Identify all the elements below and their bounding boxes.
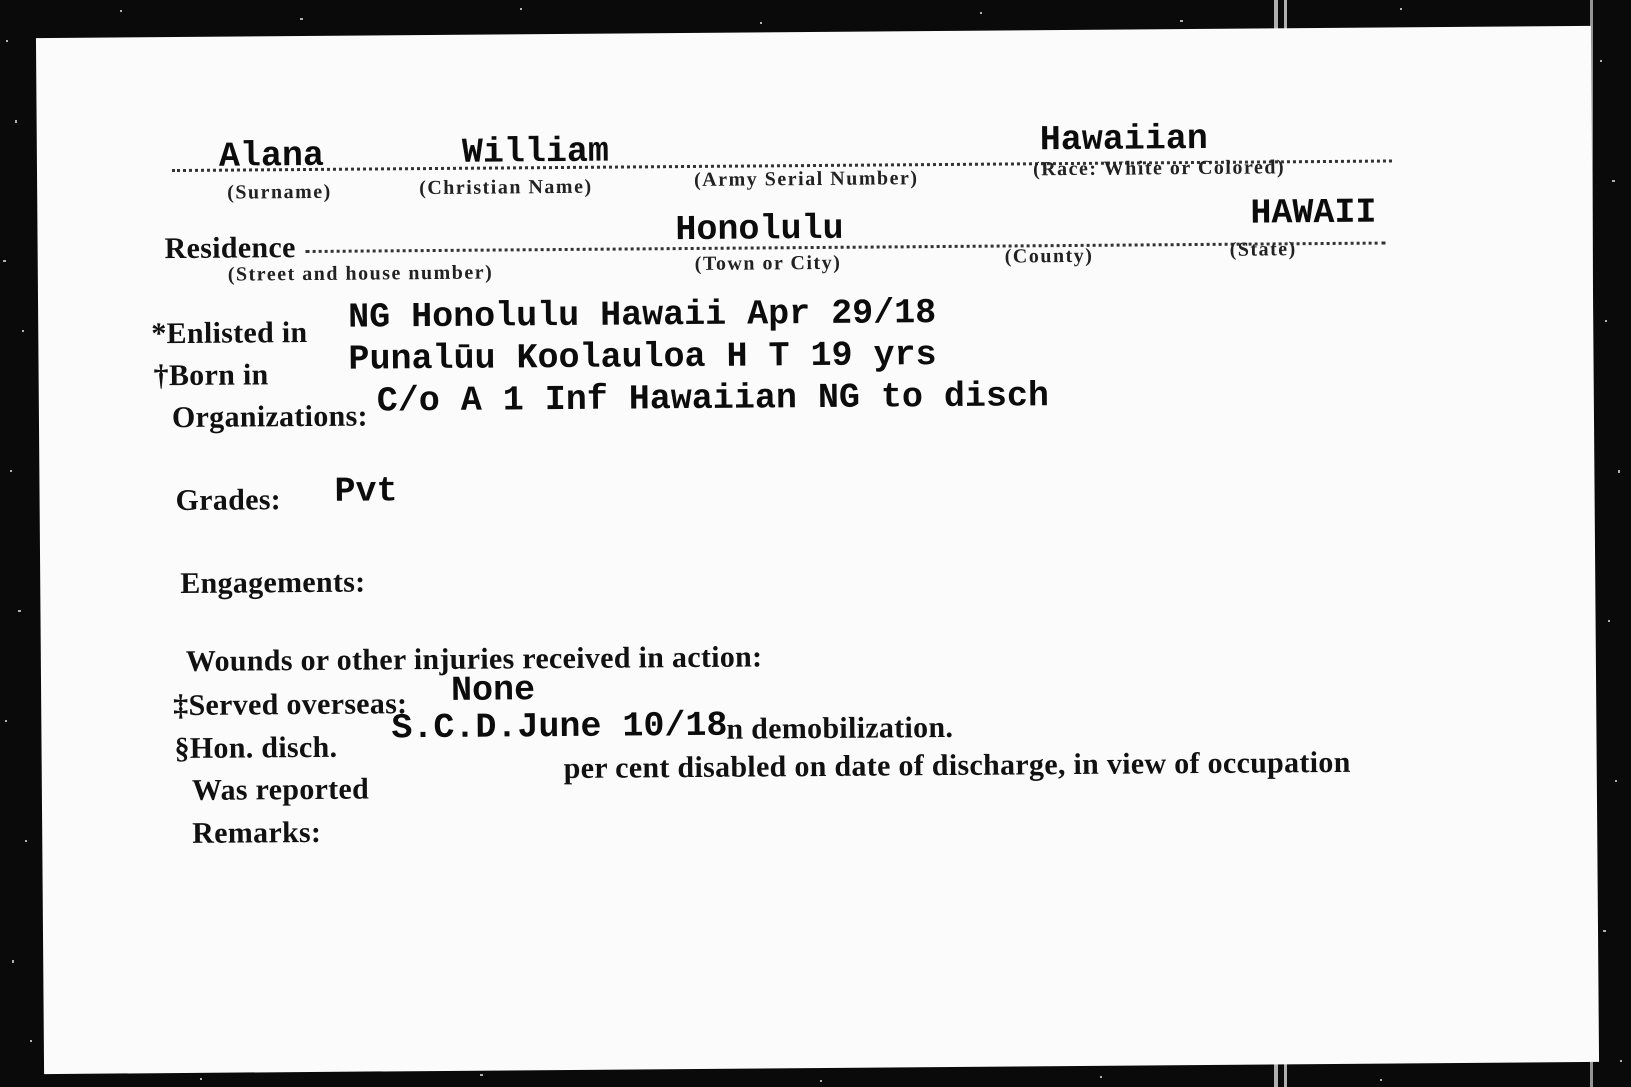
enlisted-label: *Enlisted in xyxy=(151,315,308,351)
town-caption: (Town or City) xyxy=(694,251,842,275)
christian-name-value: William xyxy=(461,131,610,173)
hon-disch-value: S.C.D.June 10/18 xyxy=(391,705,728,749)
hon-disch-label: §Hon. disch. xyxy=(174,730,338,766)
born-value: Punalūu Koolauloa H T 19 yrs xyxy=(348,335,937,380)
surname-caption: (Surname) xyxy=(227,180,332,204)
street-caption: (Street and house number) xyxy=(227,261,494,286)
hon-disch-suffix: n demobilization. xyxy=(726,710,954,746)
state-caption: (State) xyxy=(1229,238,1297,261)
christian-name-caption: (Christian Name) xyxy=(419,175,593,200)
was-reported-suffix: per cent disabled on date of discharge, in view of occupation xyxy=(563,745,1351,785)
organizations-label: Organizations: xyxy=(171,399,368,435)
grades-value: Pvt xyxy=(334,471,398,512)
grades-label: Grades: xyxy=(175,483,282,518)
was-reported-label: Was reported xyxy=(191,772,370,807)
residence-label: Residence xyxy=(164,231,296,266)
engagements-label: Engagements: xyxy=(180,565,366,601)
residence-state-value: HAWAII xyxy=(1250,192,1377,234)
residence-town-value: Honolulu xyxy=(675,208,844,251)
race-value: Hawaiian xyxy=(1039,118,1208,161)
wounds-label: Wounds or other injuries received in action: xyxy=(185,640,763,678)
enlisted-value: NG Honolulu Hawaii Apr 29/18 xyxy=(348,293,937,338)
residence-dotted-line xyxy=(306,242,1386,253)
county-caption: (County) xyxy=(1004,244,1094,268)
born-label: †Born in xyxy=(153,358,269,393)
served-overseas-value: None xyxy=(450,670,536,711)
remarks-label: Remarks: xyxy=(192,815,322,850)
served-overseas-label: ‡Served overseas: xyxy=(173,687,408,723)
surname-value: Alana xyxy=(218,135,325,177)
organizations-value: C/o A 1 Inf Hawaiian NG to disch xyxy=(376,376,1050,422)
race-caption: (Race: White or Colored) xyxy=(1032,156,1286,181)
service-record-card xyxy=(36,26,1599,1074)
army-serial-caption: (Army Serial Number) xyxy=(694,167,919,191)
